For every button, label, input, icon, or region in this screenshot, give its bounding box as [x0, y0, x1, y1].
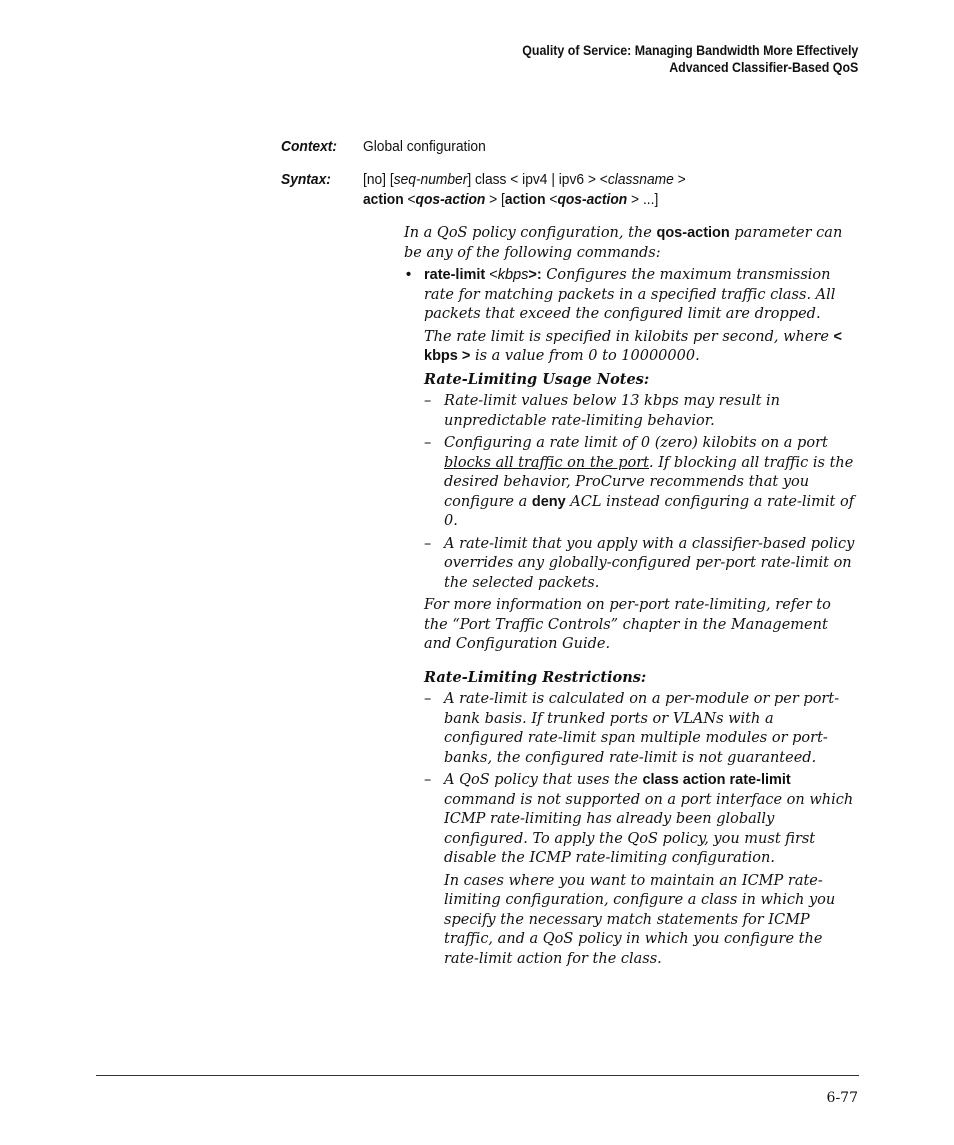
usage-note-item: – Configuring a rate limit of 0 (zero) kilobits on a port blocks all traffic on the port. If blocking all traffic is the desired behavior, ProCurve recommends that you configure a deny ACL instead configuring a rate-limit of 0. — [424, 435, 855, 529]
more-info-paragraph: For more information on per-port rate-limiting, refer to the “Port Traffic Controls” chapter in the Management and Configuration Guide. — [424, 597, 831, 652]
classname-arg: classname — [607, 171, 674, 188]
context-label: Context: — [281, 138, 337, 155]
action-keyword: action — [363, 191, 404, 208]
restrictions-heading: Rate-Limiting Restrictions: — [424, 668, 647, 686]
usage-notes-heading: Rate-Limiting Usage Notes: — [424, 370, 650, 388]
page-number: 6-77 — [826, 1090, 858, 1106]
seq-number-arg: seq-number — [393, 171, 468, 188]
intro-paragraph: In a QoS policy configuration, the qos-action parameter can be any of the following commands: — [404, 225, 843, 261]
qos-action-arg-2: qos-action — [557, 191, 628, 208]
footer-rule — [96, 1075, 859, 1076]
usage-note-item: – A rate-limit that you apply with a classifier-based policy overrides any globally-configured per-port rate-limit on the selected packets. — [424, 535, 855, 591]
bullet-dot: • — [406, 267, 412, 283]
running-header — [522, 42, 858, 76]
restriction-item: – A QoS policy that uses the class action rate-limit command is not supported on a port interface on which ICMP rate-limiting has already been globally configured. To apply the QoS policy, you must first disable the ICMP rate-limiting configuration. — [424, 772, 854, 866]
action-keyword-2: action — [504, 191, 546, 208]
description-body — [404, 224, 856, 969]
syntax-label: Syntax: — [281, 171, 331, 188]
syntax-line-2: action <qos-action > [action <qos-action > ...] — [363, 191, 659, 208]
context-value: Global configuration — [363, 138, 486, 155]
usage-note-item: – Rate-limit values below 13 kbps may result in unpredictable rate-limiting behavior. — [424, 393, 780, 429]
header-section-title: Advanced Classifier-Based QoS — [668, 60, 858, 75]
syntax-line-1: [no] [seq-number] class < ipv4 | ipv6 > <classname > — [363, 171, 686, 188]
rate-limit-range-paragraph: The rate limit is specified in kilobits per second, where < kbps > is a value from 0 to 10000000. — [424, 328, 842, 364]
restriction-item: – A rate-limit is calculated on a per-module or per port-bank basis. If trunked ports or VLANs with a configured rate-limit span multiple modules or port-banks, the configured rate-limit is not guaranteed. — [424, 691, 840, 766]
rate-limit-bullet: • rate-limit <kbps>: Configures the maximum transmission rate for matching packets in a specified traffic class. All packets that exceed the configured limit are dropped. — [406, 267, 836, 322]
header-chapter-title: Quality of Service: Managing Bandwidth More Effectively — [521, 43, 858, 58]
icmp-workaround-paragraph: In cases where you want to maintain an ICMP rate-limiting configuration, configure a class in which you specify the necessary match statements for ICMP traffic, and a QoS policy in which you configure the rate-limit action for the class. — [444, 872, 836, 967]
qos-action-arg: qos-action — [415, 191, 486, 208]
